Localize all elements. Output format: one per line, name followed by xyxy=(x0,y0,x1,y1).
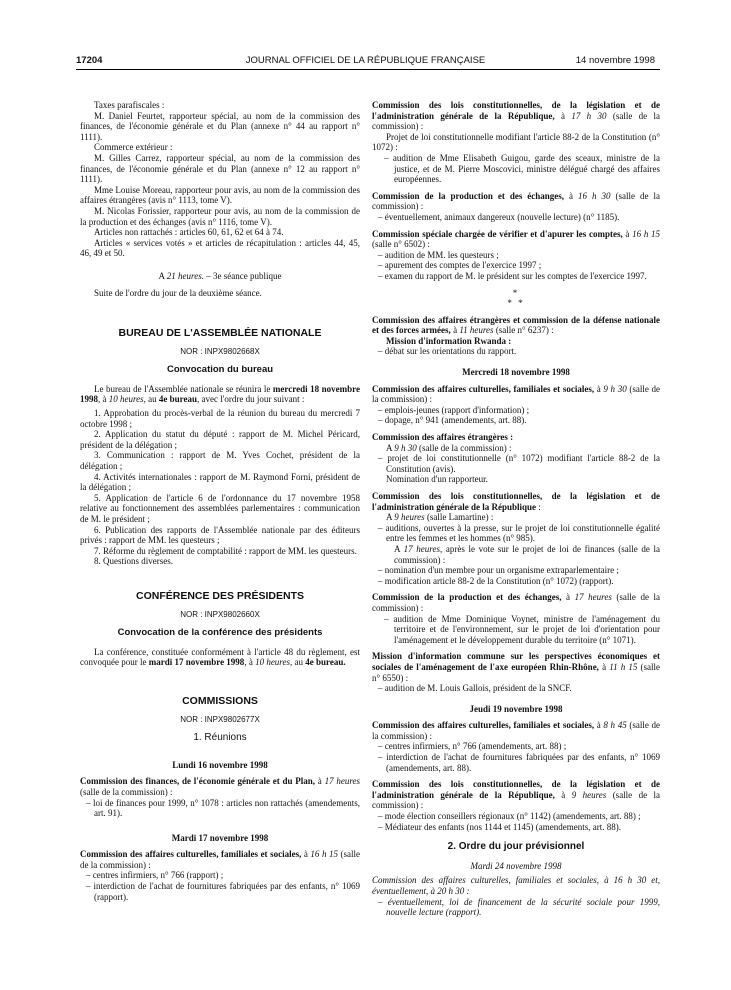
agenda-item: 7. Réforme du règlement de comptabilité : rapport de MM. les questeurs. xyxy=(94,545,357,556)
list-item: – débat sur les orientations du rapport. xyxy=(378,346,517,357)
agenda-item: 6. Publication des rapports de l'Assemblée nationale par des éditeurs privés : rapport de MM. les questeurs ; xyxy=(80,524,360,546)
section-title: Taxes parafiscales : xyxy=(94,100,165,110)
conference-nor: NOR : INPX9802660X xyxy=(180,609,260,619)
commissions-heading: COMMISSIONS xyxy=(182,694,258,707)
paragraph: Mme Louise Moreau, rapporteur pour avis, au nom de la commission des affaires étrangères (avis n° 1113, tome V). xyxy=(80,184,360,206)
agenda-item: 4. Activités internationales : rapport de M. Raymond Forni, président de la délégation ; xyxy=(80,471,360,493)
commission-entry: Commission de la production et des échanges, à 16 h 30 (salle de la commission) : xyxy=(372,190,660,212)
agenda-item: 2. Application du statut du député : rapport de M. Michel Péricard, président de la délégation ; xyxy=(80,429,360,450)
list-item: – Médiateur des enfants (nos 1144 et 1145) (amendements, art. 88). xyxy=(378,821,622,832)
agenda-item: 5. Application de l'article 6 de l'ordonnance du 17 novembre 1958 relative au fonctionnement des assemblées parlementaires : communication de M. le président ; xyxy=(80,492,360,524)
paragraph: M. Daniel Feurtet, rapporteur spécial, au nom de la commission des finances, de l'économie générale et du Plan (annexe n° 44 au rapport n° 1111). xyxy=(80,110,360,142)
paragraph: Articles « services votés » et articles de récapitulation : articles 44, 45, 46, 49 et 50. xyxy=(80,237,360,259)
conference-subheading: Convocation de la conférence des présidents xyxy=(117,627,323,639)
commission-entry: Commission des affaires culturelles, familiales et sociales, à 16 h 30 et, éventuellement, à 20 h 30 : xyxy=(372,875,660,896)
paragraph: M. Gilles Carrez, rapporteur spécial, au nom de la commission des finances, de l'économie générale et du Plan (annexe n° 12 au rapport n° 1111). xyxy=(80,152,360,185)
day-heading-jeudi: Jeudi 19 novembre 1998 xyxy=(469,703,563,714)
list-item: – nomination d'un membre pour un organisme extraparlementaire ; xyxy=(378,565,619,576)
day-heading-lundi: Lundi 16 novembre 1998 xyxy=(172,759,268,770)
mission-title: Mission d'information Rwanda : xyxy=(386,335,512,346)
commission-entry: Commission de la production et des échanges, à 17 heures (salle de la commission) : xyxy=(372,592,660,613)
paragraph: Articles non rattachés : articles 60, 61, 62 et 64 à 74. xyxy=(94,227,284,238)
bureau-intro: Le bureau de l'Assemblée nationale se réunira le mercredi 18 novembre 1998, à 10 heures, au 4e bureau, avec l'ordre du jour suivant : xyxy=(80,383,360,405)
list-item: – interdiction de l'achat de fournitures fabriquées par des enfants, n° 1069 (amendements, art. 88). xyxy=(378,752,660,773)
list-item: – projet de loi constitutionnelle (n° 1072) modifiant l'article 88-2 de la Constitution (avis). xyxy=(378,453,660,474)
conference-text: La conférence, constituée conformément à l'article 48 du règlement, est convoquée pour le mardi 17 novembre 1998, à 10 heures, au 4e bureau. xyxy=(80,646,360,668)
agenda-item: 3. Communication : rapport de M. Yves Cochet, président de la délégation ; xyxy=(80,450,360,472)
commission-entry: Mission d'information commune sur les perspectives économiques et sociales de l'aménagement de l'axe européen Rhin-Rhône, à 11 h 15 (salle n° 6550) : xyxy=(372,651,660,683)
reunions-heading: 1. Réunions xyxy=(193,732,247,744)
agenda-item: 8. Questions diverses. xyxy=(94,556,173,567)
page-number: 17204 xyxy=(76,55,103,66)
commissions-nor: NOR : INPX9802677X xyxy=(180,714,260,724)
list-item: – apurement des comptes de l'exercice 1997 ; xyxy=(378,260,542,271)
conference-heading: CONFÉRENCE DES PRÉSIDENTS xyxy=(135,589,305,602)
commission-entry: Commission des affaires culturelles, familiales et sociales, à 9 h 30 (salle de la commission) : xyxy=(372,383,660,405)
list-item: – mode élection conseillers régionaux (n° 1142) (amendements, art. 88) ; xyxy=(378,811,641,822)
list-item: – audition de Mme Elisabeth Guigou, garde des sceaux, ministre de la justice, et de M. Pierre Moscovici, ministre délégué chargé des affaires européennes. xyxy=(384,152,660,185)
list-item: – modification article 88-2 de la Constitution (n° 1072) (rapport). xyxy=(378,575,614,586)
list-item: – audition de MM. les questeurs ; xyxy=(378,249,499,260)
commission-entry: Commission des lois constitutionnelles, de la législation et de l'administration générale de la République, à 17 h 30 (salle de la commission) : xyxy=(372,100,660,132)
commission-entry: Commission des lois constitutionnelles, de la législation et de l'administration générale de la République, à 9 heures (salle de la commission) : xyxy=(372,779,660,811)
list-item: – interdiction de l'achat de fournitures fabriquées par des enfants, n° 1069 (rapport). xyxy=(86,881,360,902)
day-heading-mercredi: Mercredi 18 novembre 1998 xyxy=(462,367,570,378)
list-item: – audition de M. Louis Gallois, président de la SNCF. xyxy=(378,683,572,694)
commission-entry: Commission des affaires étrangères : xyxy=(372,432,514,443)
list-item: – éventuellement, animaux dangereux (nouvelle lecture) (n° 1185). xyxy=(378,211,620,222)
section-title: Commerce extérieur : xyxy=(94,142,173,153)
list-item: – centres infirmiers, n° 766 (amendements, art. 88) ; xyxy=(378,741,567,752)
commission-entry: Commission des finances, de l'économie générale et du Plan, à 17 heures (salle de la commission) : xyxy=(80,776,360,797)
paragraph: M. Nicolas Forissier, rapporteur pour avis, au nom de la commission de la production et des échanges (avis n° 1116, tome V). xyxy=(80,205,360,227)
header-rule xyxy=(76,69,660,70)
list-item: – centres infirmiers, n° 766 (rapport) ; xyxy=(86,870,224,881)
separator-stars: * * * xyxy=(507,287,525,309)
time-line: A 9 heures (salle Lamartine) : xyxy=(386,512,494,523)
journal-title: JOURNAL OFFICIEL DE LA RÉPUBLIQUE FRANÇAISE xyxy=(245,55,486,66)
day-heading-mardi-24: Mardi 24 novembre 1998 xyxy=(470,860,562,871)
issue-date: 14 novembre 1998 xyxy=(575,55,655,66)
left-column xyxy=(80,100,360,980)
ordre-heading: 2. Ordre du jour prévisionnel xyxy=(447,841,585,853)
commission-entry: Commission des affaires culturelles, familiales et sociales, à 16 h 15 (salle de la commission) : xyxy=(80,849,360,870)
bureau-heading: BUREAU DE L'ASSEMBLÉE NATIONALE xyxy=(118,327,322,340)
time-line: A 9 h 30 (salle de la commission) : xyxy=(386,442,512,453)
list-item: – loi de finances pour 1999, n° 1078 : articles non rattachés (amendements, art. 91). xyxy=(86,797,360,819)
agenda-item: 1. Approbation du procès-verbal de la réunion du bureau du mercredi 7 octobre 1998 ; xyxy=(80,408,360,429)
commission-entry: Commission des lois constitutionnelles, de la législation et de l'administration générale de la République : xyxy=(372,491,660,512)
bureau-nor: NOR : INPX9802668X xyxy=(180,346,260,356)
commission-entry: Commission spéciale chargée de vérifier et d'apurer les comptes, à 16 h 15 (salle n° 6502) : xyxy=(372,228,660,250)
bureau-subheading: Convocation du bureau xyxy=(166,364,274,376)
list-item: – emplois-jeunes (rapport d'information) ; xyxy=(378,404,530,415)
bureau-agenda xyxy=(80,408,360,567)
list-item: – examen du rapport de M. le président sur les comptes de l'exercice 1997. xyxy=(378,270,647,281)
paragraph: Nomination d'un rapporteur. xyxy=(386,474,488,485)
time-line: A 17 heures, après le vote sur le projet de loi de finances (salle de la commission) : xyxy=(394,543,660,565)
seance-suite: Suite de l'ordre du jour de la deuxième séance. xyxy=(94,287,262,298)
list-item: – auditions, ouvertes à la presse, sur le projet de loi constitutionnelle égalité entre les femmes et les hommes (n° 985). xyxy=(378,522,660,544)
commission-entry: Commission des affaires culturelles, familiales et sociales, à 8 h 45 (salle de la commission) : xyxy=(372,720,660,741)
commission-entry: Commission des affaires étrangères et commission de la défense nationale et des forces armées, à 11 heures (salle n° 6237) : xyxy=(372,314,660,336)
list-item: – dopage, n° 941 (amendements, art. 88). xyxy=(378,415,527,426)
day-heading-mardi: Mardi 17 novembre 1998 xyxy=(171,832,269,843)
list-item: – audition de Mme Dominique Voynet, ministre de l'aménagement du territoire et de l'environnement, sur le projet de loi d'orientation pour l'aménagement et le développement durable du territoire (n° 1071). xyxy=(384,613,660,645)
seance-line: A 21 heures. – 3e séance publique xyxy=(158,270,282,281)
right-column xyxy=(372,100,660,980)
paragraph: Projet de loi constitutionnelle modifiant l'article 88-2 de la Constitution (n° 1072) : xyxy=(372,131,660,153)
list-item: – éventuellement, loi de financement de la sécurité sociale pour 1999, nouvelle lecture (rapport). xyxy=(378,896,660,918)
